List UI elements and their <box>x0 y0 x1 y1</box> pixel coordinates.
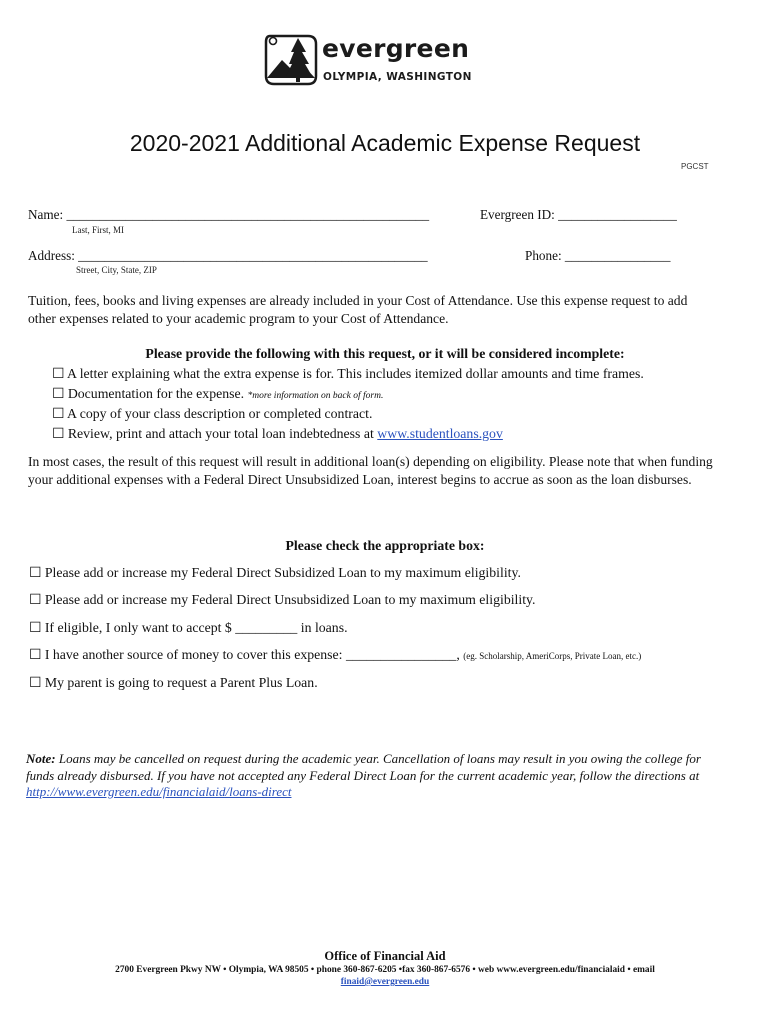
form-code: PGCST <box>681 162 709 171</box>
studentloans-link[interactable]: www.studentloans.gov <box>377 426 503 441</box>
requirement-letter[interactable]: ☐ A letter explaining what the extra expense is for. This includes itemized dollar amounts and time frames. <box>52 366 644 381</box>
option-parent-plus[interactable]: ☐ My parent is going to request a Parent Plus Loan. <box>29 675 318 690</box>
loan-notice: In most cases, the result of this request will result in additional loan(s) depending on eligibility. Please note that when funding your additional expenses with a Federal Direct Unsubsidized Loan, interest begins to accrue as soon as the loan disburses. <box>28 454 713 487</box>
requirement-loan-review-label: ☐ Review, print and attach your total loan indebtedness at <box>52 426 374 441</box>
requirement-documentation-label: ☐ Documentation for the expense. <box>52 386 245 401</box>
option-other-source-hint: (eg. Scholarship, AmeriCorps, Private Loan, etc.) <box>463 651 642 661</box>
requirement-documentation-note: *more information on back of form. <box>247 391 384 401</box>
note-label: Note: <box>26 751 56 766</box>
note-text: Loans may be cancelled on request during the academic year. Cancellation of loans may result in you owing the college for funds already disbursed. If you have not accepted any Federal Direct Loan for the current academic year, follow the directions at <box>26 751 701 783</box>
address-field[interactable]: Address: _____________________________________________________ <box>28 248 428 263</box>
option-other-source-label: ☐ I have another source of money to cover this expense: ________________, <box>29 647 460 662</box>
requirement-class-description[interactable]: ☐ A copy of your class description or completed contract. <box>52 406 373 421</box>
footer-email-link[interactable]: finaid@evergreen.edu <box>340 977 430 987</box>
loans-direct-link[interactable]: http://www.evergreen.edu/financialaid/loans-direct <box>26 784 292 799</box>
option-subsidized-loan[interactable]: ☐ Please add or increase my Federal Direct Subsidized Loan to my maximum eligibility. <box>29 565 521 580</box>
address-hint: Street, City, State, ZIP <box>76 265 157 275</box>
logo-wordmark: evergreen <box>322 34 470 63</box>
footer-office: Office of Financial Aid <box>324 949 446 963</box>
options-heading: Please check the appropriate box: <box>285 538 485 553</box>
requirement-documentation[interactable] <box>52 386 383 402</box>
page-title: 2020-2021 Additional Academic Expense Request <box>129 130 641 156</box>
evergreen-id-field[interactable]: Evergreen ID: __________________ <box>480 207 677 222</box>
intro-paragraph: Tuition, fees, books and living expenses are already included in your Cost of Attendance. Use this expense request to add other expenses related to your academic program to your Cost of Attendance. <box>28 293 688 326</box>
footer-address: 2700 Evergreen Pkwy NW • Olympia, WA 98505 • phone 360-867-6205 •fax 360-867-6576 • web www.evergreen.edu/financialaid • email <box>115 965 655 975</box>
requirement-loan-review[interactable] <box>52 426 503 442</box>
footer-email-row <box>0 977 770 987</box>
logo-subtitle: OLYMPIA, WASHINGTON <box>323 71 472 83</box>
requirements-heading: Please provide the following with this request, or it will be considered incomplete: <box>145 346 625 361</box>
name-hint: Last, First, MI <box>72 225 125 235</box>
option-unsubsidized-loan[interactable]: ☐ Please add or increase my Federal Direct Unsubsidized Loan to my maximum eligibility. <box>29 592 536 607</box>
option-other-source[interactable] <box>29 647 641 663</box>
option-accept-amount[interactable]: ☐ If eligible, I only want to accept $ _________ in loans. <box>29 620 348 635</box>
name-field[interactable]: Name: _______________________________________________________ <box>28 207 430 222</box>
phone-field[interactable]: Phone: ________________ <box>525 248 671 263</box>
cancellation-note <box>26 751 726 801</box>
